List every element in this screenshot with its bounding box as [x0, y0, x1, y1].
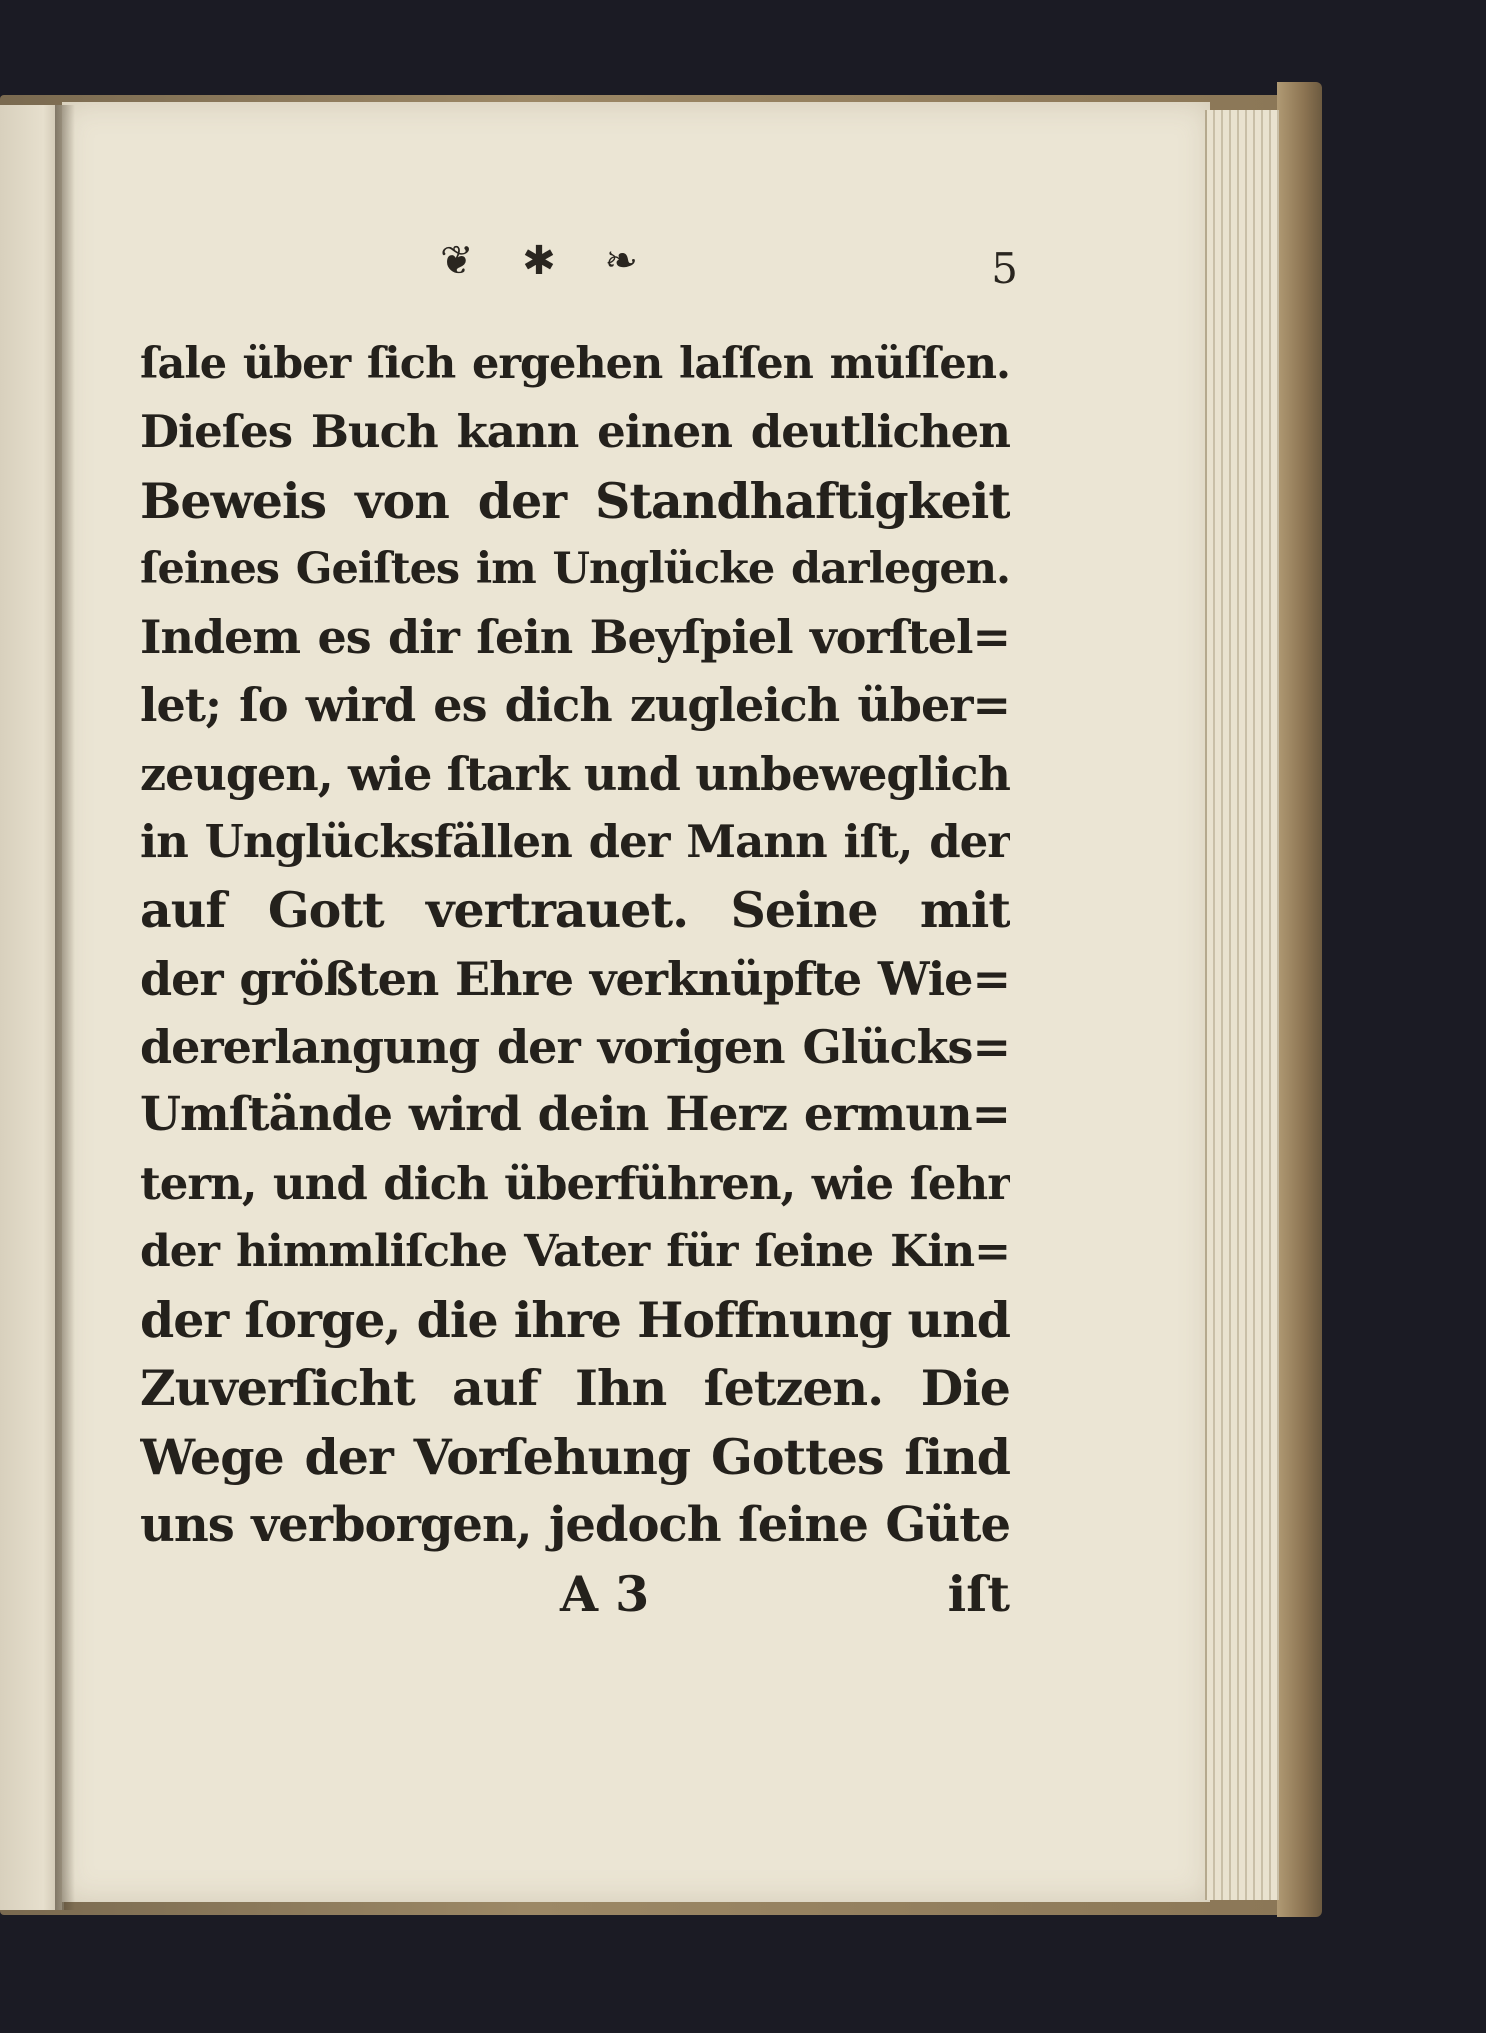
catchword: iſt	[947, 1565, 1010, 1623]
text-line: Beweis von der Standhaftigkeit	[140, 471, 1010, 530]
text-line: dererlangung der vorigen Glücks=	[140, 1019, 1010, 1074]
text-line: ſeines Geiſtes im Unglücke darlegen.	[140, 543, 1010, 594]
text-line: let; ſo wird es dich zugleich über=	[140, 678, 1010, 733]
page-number: 5	[991, 244, 1018, 293]
text-line: zeugen, wie ſtark und unbeweglich	[140, 746, 1010, 801]
text-line: auf Gott vertrauet. Seine mit	[140, 881, 1010, 940]
text-line: der größten Ehre verknüpfte Wie=	[140, 951, 1010, 1006]
page-footer	[140, 1565, 1010, 1635]
spine-shadow	[55, 105, 75, 1910]
page-edges	[1205, 110, 1279, 1900]
text-line: ſale über ſich ergehen laſſen müſſen.	[140, 339, 1010, 389]
text-line: Dieſes Buch kann einen deutlichen	[140, 405, 1010, 459]
text-line: der himmliſche Vater für ſeine Kin=	[140, 1225, 1010, 1277]
text-line: uns verborgen, jedoch ſeine Güte	[140, 1497, 1010, 1554]
book-board-right	[1277, 82, 1322, 1917]
text-line: Wege der Vorſehung Gottes ſind	[140, 1427, 1010, 1486]
body-text	[140, 330, 1010, 1559]
text-line: der ſorge, die ihre Hoffnung und	[140, 1291, 1010, 1350]
text-line: Zuverſicht auf Ihn ſetzen. Die	[140, 1359, 1010, 1418]
signature-mark: A 3	[560, 1565, 650, 1623]
text-line: Umſtände wird dein Herz ermun=	[140, 1087, 1010, 1143]
running-header	[420, 238, 1020, 298]
text-line: tern, und dich überführen, wie ſehr	[140, 1156, 1010, 1210]
text-line: Indem es dir ſein Beyſpiel vorſtel=	[140, 610, 1010, 665]
text-line: in Unglücksfällen der Mann iſt, der	[140, 815, 1010, 869]
header-ornament: ❦ ✱ ❧	[440, 238, 656, 284]
